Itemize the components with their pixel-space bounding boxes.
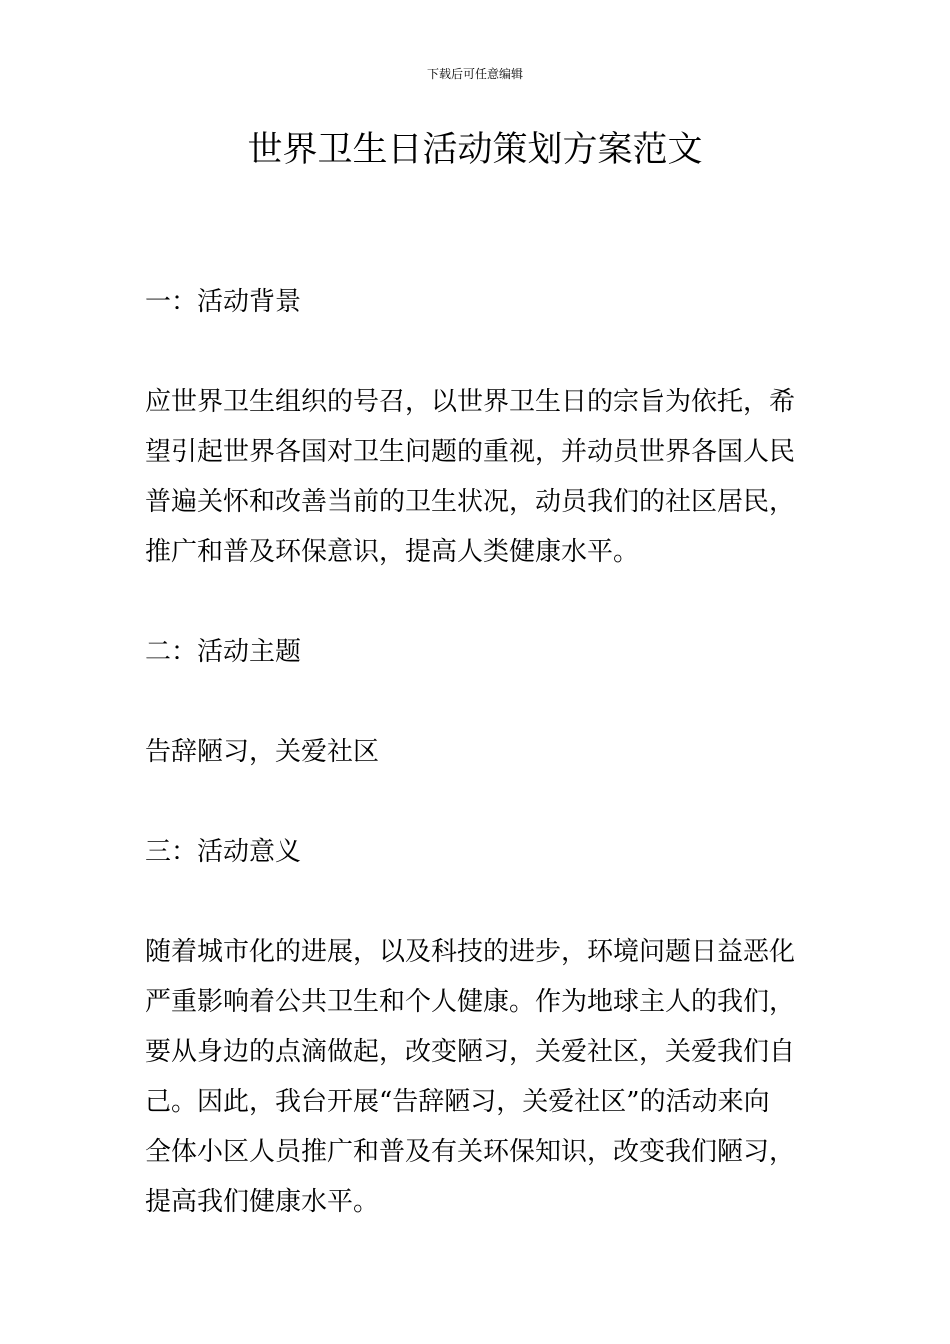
paragraph-line: 提高我们健康水平。	[145, 1187, 380, 1217]
section-heading-meaning: 三：活动意义	[145, 837, 302, 867]
paragraph-line: 随着城市化的进展，以及科技的进步，环境问题日益恶化	[145, 937, 796, 967]
paragraph-line: 己。因此，我台开展“告辞陋习，关爱社区”的活动来向	[145, 1087, 770, 1117]
document-title: 世界卫生日活动策划方案范文	[247, 130, 703, 170]
document-body	[145, 277, 810, 1227]
theme-text: 告辞陋习，关爱社区	[145, 737, 380, 767]
paragraph-line: 全体小区人员推广和普及有关环保知识，改变我们陋习，	[145, 1137, 796, 1167]
paragraph-line: 望引起世界各国对卫生问题的重视，并动员世界各国人民	[145, 437, 796, 467]
header-note: 下载后可任意编辑	[426, 67, 523, 81]
paragraph-line: 严重影响着公共卫生和个人健康。作为地球主人的我们，	[145, 987, 796, 1017]
paragraph-line: 要从身边的点滴做起，改变陋习，关爱社区，关爱我们自	[145, 1037, 796, 1067]
paragraph-line: 推广和普及环保意识，提高人类健康水平。	[145, 537, 640, 567]
section-heading-theme: 二：活动主题	[145, 637, 302, 667]
paragraph-line: 应世界卫生组织的号召，以世界卫生日的宗旨为依托，希	[145, 387, 796, 417]
section-heading-background: 一：活动背景	[145, 287, 302, 317]
paragraph-line: 普遍关怀和改善当前的卫生状况，动员我们的社区居民，	[145, 487, 796, 517]
